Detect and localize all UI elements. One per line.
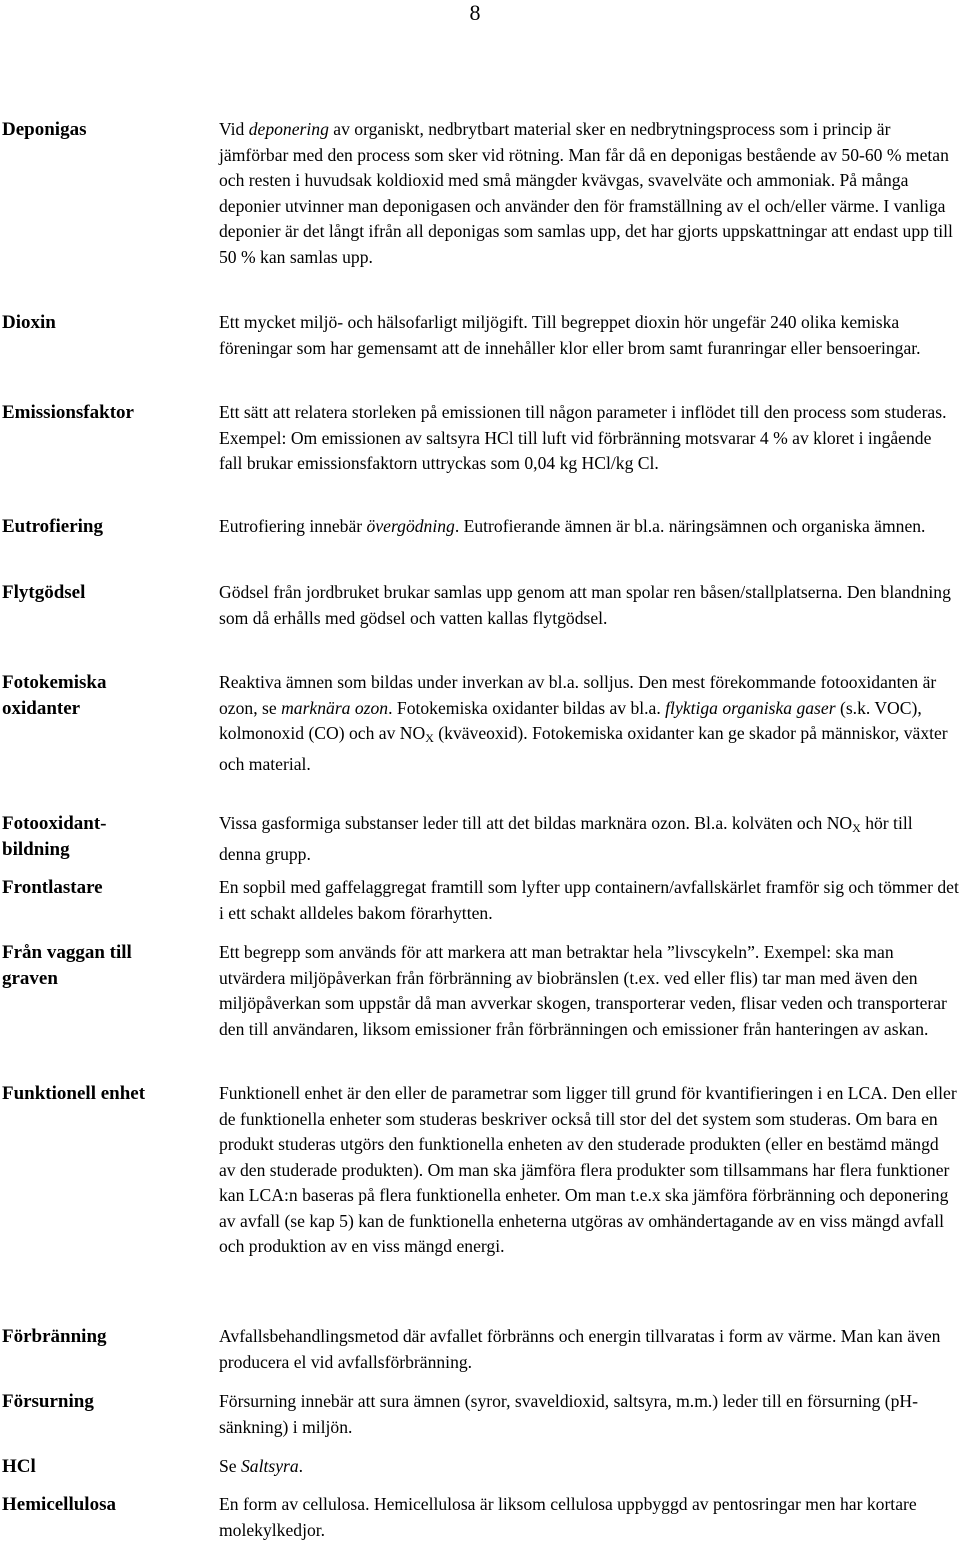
definition-text: Eutrofiering innebär bbox=[219, 516, 367, 536]
definition-text: En sopbil med gaffelaggregat framtill som lyfter upp containern/avfallskärlet framför sig och tömmer det i ett schakt alldeles bakom förarhytten. bbox=[219, 877, 959, 923]
definition-subscript: X bbox=[852, 821, 861, 835]
glossary-definition bbox=[219, 1324, 959, 1375]
glossary-term: HCl bbox=[2, 1456, 36, 1477]
glossary-definition bbox=[219, 670, 959, 777]
glossary-term: Funktionell enhet bbox=[2, 1083, 146, 1104]
definition-italic-text: marknära ozon bbox=[281, 697, 389, 718]
definition-text: Försurning innebär att sura ämnen (syror, svaveldioxid, saltsyra, m.m.) leder till en försurning (pH-sänkning) i miljön. bbox=[219, 1391, 918, 1437]
glossary-term: Flytgödsel bbox=[2, 582, 86, 603]
glossary-term: Deponigas bbox=[2, 119, 87, 140]
glossary-definition bbox=[219, 117, 959, 270]
glossary-definition bbox=[219, 875, 959, 926]
definition-italic-text: flyktiga organiska gaser bbox=[665, 697, 836, 718]
definition-text: Funktionell enhet är den eller de parametrar som ligger till grund för kvantifieringen i en LCA. Den eller de funktionella enheter som studeras beskriver också till stor del det system som studeras. Om bara en produkt studeras utgörs den funktionella enheten av den studerade produkten (eller en bestämd mängd av den studerade produkten). Om man ska jämföra flera produkter som tillsammans har flera funktioner kan LCA:n baseras på flera funktionella enheter. Om man t.e.x ska jämföra förbränning och deponering av avfall (se kap 5) kan de funktionella enheterna utgöras av omhändertagande av en viss mängd avfall och produktion av en viss mängd energi. bbox=[219, 1083, 957, 1256]
glossary-term: Hemicellulosa bbox=[2, 1494, 116, 1515]
glossary-term: Eutrofiering bbox=[2, 516, 103, 537]
definition-text: Vid bbox=[219, 119, 249, 139]
glossary-term: Emissionsfaktor bbox=[2, 402, 134, 423]
glossary-definition bbox=[219, 940, 959, 1042]
page-number: 8 bbox=[469, 0, 481, 25]
definition-text: (kväveoxid). Fotokemiska oxidanter kan ge skador på människor, växter och material. bbox=[219, 723, 948, 774]
definition-text: . Fotokemiska oxidanter bildas av bl.a. bbox=[388, 697, 666, 718]
glossary-term: Förbränning bbox=[2, 1326, 107, 1347]
glossary-term: Frontlastare bbox=[2, 877, 103, 898]
definition-italic-text: övergödning bbox=[366, 516, 455, 536]
definition-text: . bbox=[298, 1456, 304, 1476]
definition-text: Ett sätt att relatera storleken på emissionen till någon parameter i inflödet till den process som studeras. Exempel: Om emissionen av saltsyra HCl till luft vid förbränning motsvarar 4 % av kloret i ingående fall brukar emissionsfaktorn uttryckas som 0,04 kg HCl/kg Cl. bbox=[219, 402, 947, 473]
definition-subscript: X bbox=[425, 731, 434, 745]
glossary-term: Fotokemiska oxidanter bbox=[2, 672, 107, 719]
definition-text: Vissa gasformiga substanser leder till att det bildas marknära ozon. Bl.a. kolväten och NO bbox=[219, 813, 853, 833]
glossary-definition bbox=[219, 1492, 959, 1543]
definition-text: En form av cellulosa. Hemicellulosa är liksom cellulosa uppbyggd av pentosringar men har kortare molekylkedjor. bbox=[219, 1494, 917, 1540]
glossary-definition bbox=[219, 1454, 959, 1480]
definition-text: Ett begrepp som används för att markera att man betraktar hela ”livscykeln”. Exempel: ska man utvärdera miljöpåverkan från förbränning av biobränslen (t.ex. ved eller flis) tar man med även den miljöpåverkan som uppstår då man avverkar skogen, transporterar veden, flisar veden och transporterar den till användaren, liksom emissioner från förbränningen och emissioner från hanteringen av askan. bbox=[219, 942, 947, 1039]
glossary-definition bbox=[219, 580, 959, 631]
definition-text: Ett mycket miljö- och hälsofarligt miljögift. Till begreppet dioxin hör ungefär 240 olika kemiska föreningar som har gemensamt att de innehåller klor eller brom samt furanringar eller bensoeringar. bbox=[219, 312, 921, 358]
glossary-definition bbox=[219, 811, 959, 867]
glossary-definition bbox=[219, 400, 959, 477]
definition-text: Reaktiva ämnen som bildas under inverkan av bl.a. solljus. Den mest förekommande fotooxidanten är ozon, se bbox=[219, 672, 937, 718]
definition-text: av organiskt, nedbrytbart material sker en nedbrytningsprocess som i princip är jämförbar med den process som sker vid rötning. Man får då en deponigas bestående av 50-60 % metan och resten i huvudsak koldioxid med små mängder kvävgas, svavelväte och ammoniak. På många deponier utvinner man deponigasen och använder den för framställning av el och/eller värme. I vanliga deponier är det långt ifrån all deponigas som samlas upp, det har gjorts uppskattningar att endast upp till 50 % kan samlas upp. bbox=[219, 119, 953, 267]
glossary-definition bbox=[219, 514, 959, 540]
glossary-term: Dioxin bbox=[2, 312, 56, 333]
definition-text: Se bbox=[219, 1456, 241, 1476]
glossary-definition bbox=[219, 310, 959, 361]
definition-text: Avfallsbehandlingsmetod där avfallet förbränns och energin tillvaratas i form av värme. Man kan även producera el vid avfallsförbränning. bbox=[219, 1326, 941, 1372]
definition-text: (s.k. VOC), kolmonoxid (CO) och av NO bbox=[219, 697, 922, 743]
glossary-term: Försurning bbox=[2, 1391, 94, 1412]
glossary-definition bbox=[219, 1081, 959, 1260]
definition-text: Gödsel från jordbruket brukar samlas upp genom att man spolar ren båsen/stallplatserna. Den blandning som då erhålls med gödsel och vatten kallas flytgödsel. bbox=[219, 582, 951, 628]
definition-text: hör till denna grupp. bbox=[219, 813, 913, 864]
definition-text: . Eutrofierande ämnen är bl.a. näringsämnen och organiska ämnen. bbox=[454, 516, 926, 536]
definition-italic-text: deponering bbox=[248, 119, 329, 139]
glossary-term: Från vaggan till graven bbox=[2, 942, 132, 989]
definition-italic-text: Saltsyra bbox=[241, 1456, 299, 1476]
glossary-term: Fotooxidant-bildning bbox=[2, 813, 107, 860]
glossary-definition bbox=[219, 1389, 959, 1440]
